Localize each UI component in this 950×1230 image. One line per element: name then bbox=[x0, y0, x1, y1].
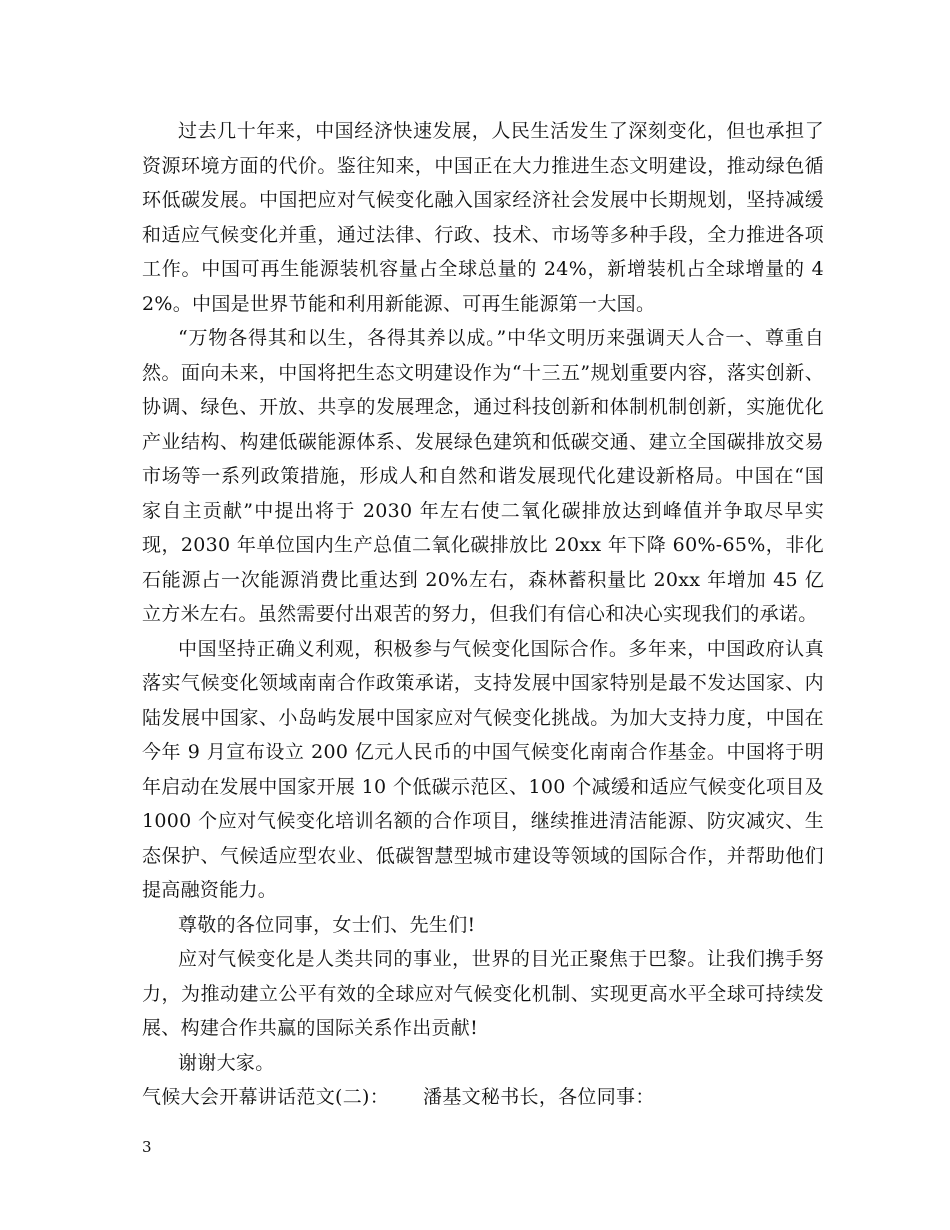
paragraph-harmony-nature: “万物各得其和以生，各得其养以成。”中华文明历来强调天人合一、尊重自然。面向未来，中国将把生态文明建设作为“十三五”规划重要内容，落实创新、协调、绿色、开放、共享的发展理念，通过科技创新和体制机制创新，实施优化产业结构、构建低碳能源体系、发展绿色建筑和低碳交通、建立全国碳排放交易市场等一系列政策措施，形成人和自然和谐发展现代化建设新格局。中国在“国家自主贡献”中提出将于 2030 年左右使二氧化碳排放达到峰值并争取尽早实现，2030 年单位国内生产总值二氧化碳排放比 20xx 年下降 60%-65%，非化石能源占一次能源消费比重达到 20%左右，森林蓄积量比 20xx 年增加 45 亿立方米左右。虽然需要付出艰苦的努力，但我们有信心和决心实现我们的承诺。 bbox=[142, 327, 824, 625]
section-heading-line bbox=[142, 1080, 824, 1115]
paragraph-greeting: 尊敬的各位同事，女士们、先生们! bbox=[178, 913, 476, 936]
paragraph-past-decades: 过去几十年来，中国经济快速发展，人民生活发生了深刻变化，但也承担了资源环境方面的代价。鉴往知来，中国正在大力推进生态文明建设，推动绿色循环低碳发展。中国把应对气候变化融入国家经济社会发展中长期规划，坚持减缓和适应气候变化并重，通过法律、行政、技术、市场等多种手段，全力推进各项工作。中国可再生能源装机容量占全球总量的 24%，新增装机占全球增量的 42%。中国是世界节能和利用新能源、可再生能源第一大国。 bbox=[142, 120, 824, 315]
paragraph-international-cooperation: 中国坚持正确义利观，积极参与气候变化国际合作。多年来，中国政府认真落实气候变化领域南南合作政策承诺，支持发展中国家特别是最不发达国家、内陆发展中国家、小岛屿发展中国家应对气候变化挑战。为加大支持力度，中国在今年 9 月宣布设立 200 亿元人民币的中国气候变化南南合作基金。中国将于明年启动在发展中国家开展 10 个低碳示范区、100 个减缓和适应气候变化项目及 1000 个应对气候变化培训名额的合作项目，继续推进清洁能源、防灾减灾、生态保护、气候适应型农业、低碳智慧型城市建设等领域的国际合作，并帮助他们提高融资能力。 bbox=[142, 637, 824, 901]
paragraph-call-to-action: 应对气候变化是人类共同的事业，世界的目光正聚焦于巴黎。让我们携手努力，为推动建立公平有效的全球应对气候变化机制、实现更高水平全球可持续发展、构建合作共赢的国际关系作出贡献! bbox=[142, 948, 824, 1039]
paragraph-thanks: 谢谢大家。 bbox=[178, 1051, 275, 1074]
page-number: 3 bbox=[142, 1138, 152, 1156]
section-title: 气候大会开幕讲话范文(二)： bbox=[142, 1086, 390, 1108]
section-salutation: 潘基文秘书长，各位同事： bbox=[423, 1086, 655, 1108]
document-body bbox=[142, 114, 824, 1115]
